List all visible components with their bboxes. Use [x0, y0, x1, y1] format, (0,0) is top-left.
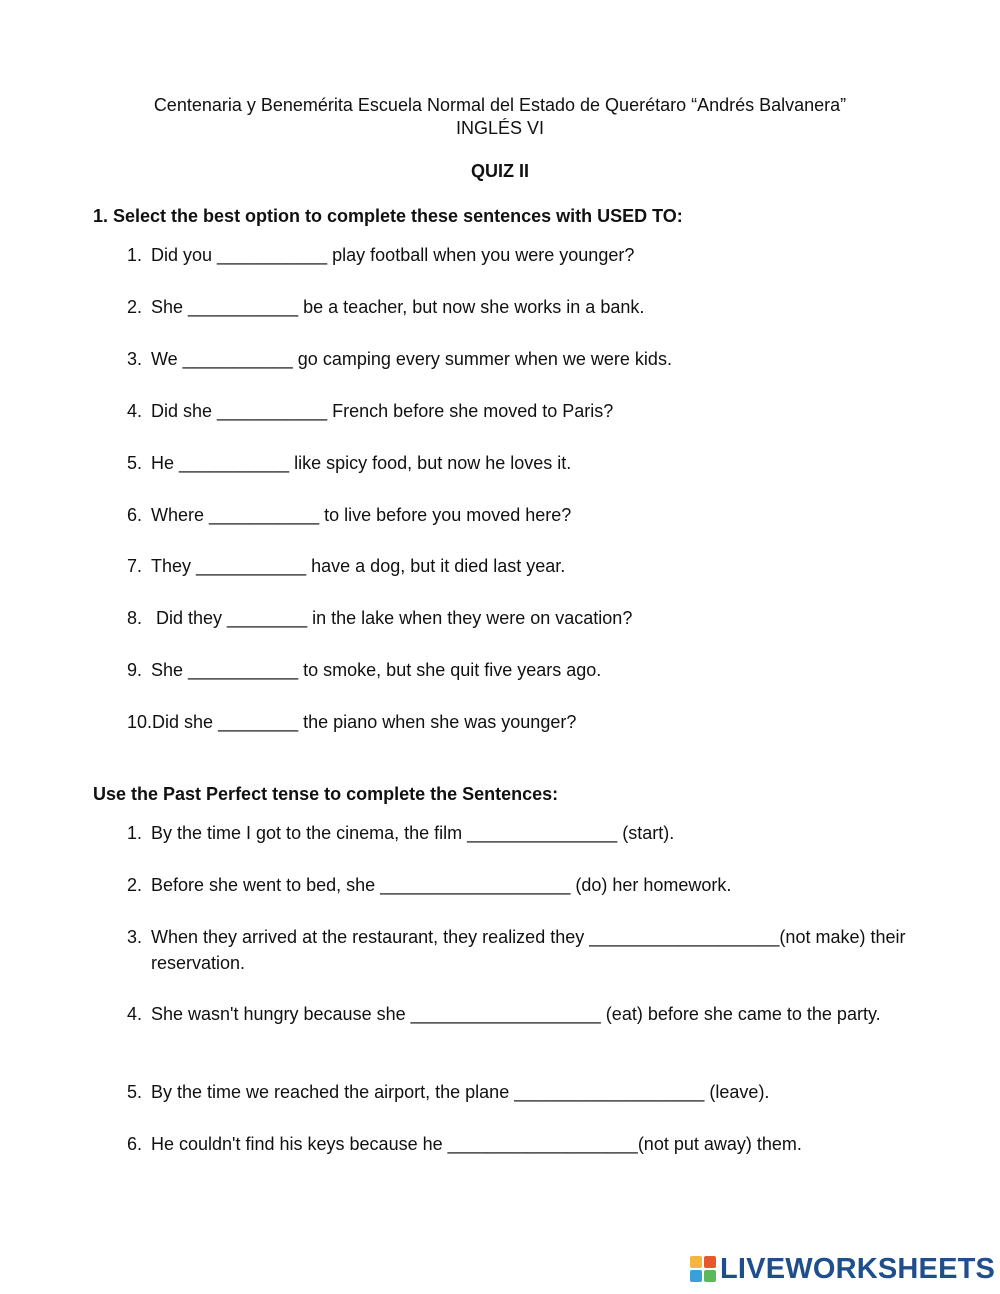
s1-question-1: [127, 242, 907, 268]
s2-question-6: [127, 1131, 907, 1157]
question-text: Where ___________ to live before you moved here?: [151, 505, 572, 525]
s2-question-4: [127, 1001, 907, 1027]
question-text: By the time I got to the cinema, the film _______________ (start).: [151, 823, 675, 843]
school-name: Centenaria y Benemérita Escuela Normal del Estado de Querétaro “Andrés Balvanera”: [153, 95, 847, 115]
s1-question-4: [127, 398, 907, 424]
question-text: Did she ___________ French before she moved to Paris?: [151, 401, 614, 421]
question-number: 8.: [127, 608, 143, 628]
section2-title: Use the Past Perfect tense to complete the Sentences:: [93, 784, 559, 804]
s1-question-3: [127, 346, 907, 372]
question-number: 3.: [127, 349, 143, 369]
question-text: By the time we reached the airport, the plane ___________________ (leave).: [151, 1082, 770, 1102]
question-number: 6.: [127, 505, 143, 525]
question-text: Did you ___________ play football when you were younger?: [151, 245, 635, 265]
s1-question-7: [127, 553, 907, 579]
s1-question-5: [127, 450, 907, 476]
question-text: She wasn't hungry because she ___________________ (eat) before she came to the party.: [151, 1004, 881, 1024]
s2-question-3: [127, 924, 907, 976]
logo-text: LIVEWORKSHEETS: [720, 1252, 996, 1285]
question-number: 5.: [127, 1082, 143, 1102]
question-number: 5.: [127, 453, 143, 473]
logo-blocks-icon: [690, 1256, 716, 1282]
s1-question-10: [127, 709, 907, 735]
course-name: INGLÉS VI: [455, 118, 545, 138]
question-text: Did they ________ in the lake when they were on vacation?: [151, 608, 633, 628]
logo-block: [704, 1270, 716, 1282]
s1-question-2: [127, 294, 907, 320]
question-number: 4.: [127, 1004, 143, 1024]
question-number: 9.: [127, 660, 143, 680]
question-text: He ___________ like spicy food, but now he loves it.: [151, 453, 572, 473]
s2-question-5: [127, 1079, 907, 1105]
question-number: 6.: [127, 1134, 143, 1154]
question-number: 1.: [127, 245, 143, 265]
s2-question-1: [127, 820, 907, 846]
question-text: She ___________ be a teacher, but now she works in a bank.: [151, 297, 645, 317]
question-number: 2.: [127, 875, 143, 895]
question-number: 4.: [127, 401, 143, 421]
logo-block: [704, 1256, 716, 1268]
question-number: 3.: [127, 927, 143, 947]
logo-block: [690, 1256, 702, 1268]
quiz-title: QUIZ II: [471, 161, 529, 181]
question-text: When they arrived at the restaurant, they realized they ___________________(not make) their reservation.: [151, 927, 906, 973]
logo-block: [690, 1270, 702, 1282]
question-number: 7.: [127, 556, 143, 576]
question-number: 2.: [127, 297, 143, 317]
question-text: They ___________ have a dog, but it died last year.: [151, 556, 566, 576]
s1-question-9: [127, 657, 907, 683]
question-text: He couldn't find his keys because he ___________________(not put away) them.: [151, 1134, 802, 1154]
question-text: Before she went to bed, she ___________________ (do) her homework.: [151, 875, 732, 895]
liveworksheets-logo[interactable]: [690, 1252, 995, 1286]
s1-question-8: [127, 605, 907, 631]
question-text: She ___________ to smoke, but she quit five years ago.: [151, 660, 602, 680]
question-text: Did she ________ the piano when she was younger?: [152, 712, 577, 732]
question-text: We ___________ go camping every summer when we were kids.: [151, 349, 672, 369]
question-number: 1.: [127, 823, 143, 843]
section1-title: 1. Select the best option to complete these sentences with USED TO:: [93, 206, 683, 226]
question-number: 10.: [127, 712, 153, 732]
s2-question-2: [127, 872, 907, 898]
s1-question-6: [127, 502, 907, 528]
